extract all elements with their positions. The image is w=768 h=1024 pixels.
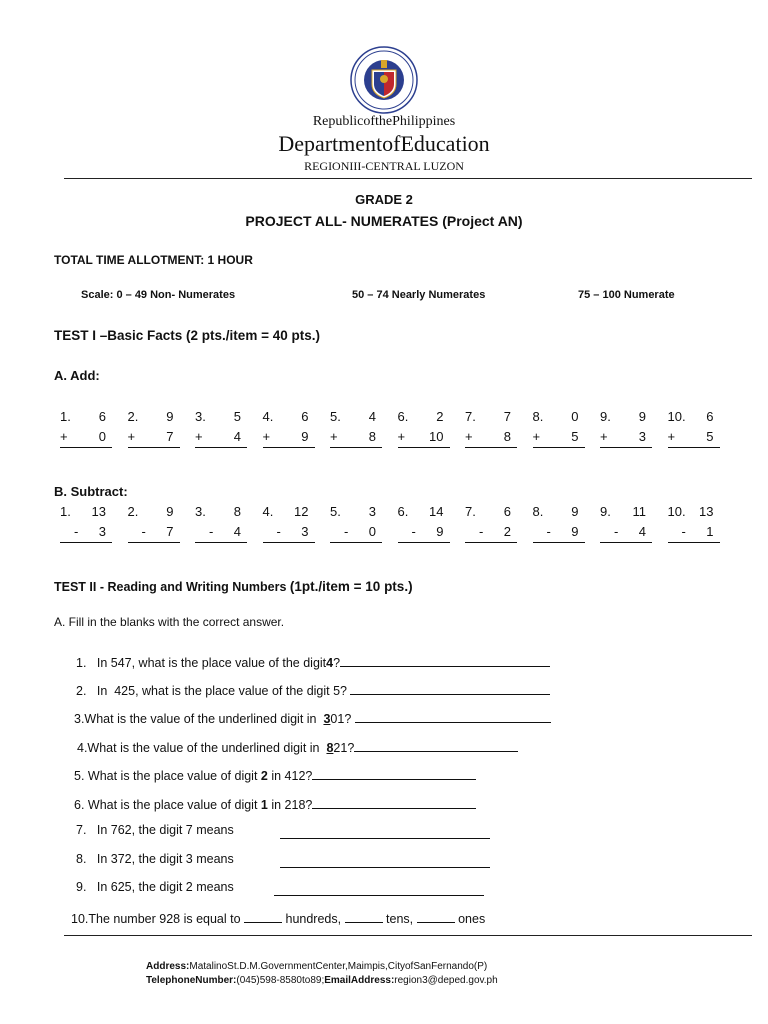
scale-nearly: 50 – 74 Nearly Numerates (352, 289, 486, 301)
republic-text: RepublicofthePhilippines (312, 114, 456, 129)
question-3 (74, 709, 551, 726)
add-second-operand: 8 (368, 429, 376, 444)
phone-value: (045)598-8580to89; (236, 975, 325, 986)
add-answer-line[interactable] (60, 429, 112, 448)
subtract-problem-number: 5. (330, 504, 341, 519)
question-4 (77, 738, 518, 755)
subtract-first-operand: 8 (233, 504, 241, 519)
subtract-answer-line[interactable] (263, 524, 315, 543)
question-6-rest: in 218? (267, 798, 313, 812)
question-5-rest: in 412? (267, 769, 313, 783)
subtract-problem-number: 8. (532, 504, 544, 519)
test2-instruction: A. Fill in the blanks with the correct answer. (54, 615, 285, 629)
answer-blank-8[interactable] (280, 854, 490, 868)
answer-blank-2[interactable] (350, 681, 550, 695)
answer-blank-tens[interactable] (345, 909, 383, 923)
grade-title: GRADE 2 (355, 192, 413, 207)
add-first-operand: 0 (571, 409, 579, 424)
subtract-problem-number: 2. (127, 504, 139, 519)
subtract-second-operand: 4 (233, 524, 241, 539)
question-5-digit: 2 (260, 769, 268, 783)
add-answer-line[interactable] (465, 429, 517, 448)
question-3-text: 3.What is the value of the underlined digit in (74, 712, 324, 726)
question-10 (71, 909, 485, 926)
minus-sign: - (74, 524, 79, 539)
subtract-problem-number: 9. (600, 504, 611, 519)
minus-sign: - (479, 524, 484, 539)
subtract-answer-line[interactable] (668, 524, 720, 543)
test2-heading-points: (1pt./item = 10 pts.) (289, 579, 413, 594)
add-first-operand: 7 (503, 409, 511, 424)
subtract-first-operand: 9 (571, 504, 579, 519)
subtract-second-operand: 7 (166, 524, 174, 539)
add-problem-number: 5. (330, 409, 341, 424)
add-second-operand: 10 (429, 429, 444, 444)
add-problem-number: 2. (127, 409, 139, 424)
answer-blank-5[interactable] (312, 766, 476, 780)
add-second-operand: 5 (706, 429, 714, 444)
question-3-rest: 01? (330, 712, 355, 726)
minus-sign: - (614, 524, 619, 539)
answer-blank-6[interactable] (312, 795, 476, 809)
subtract-first-operand: 3 (368, 504, 376, 519)
subtract-first-operand: 6 (503, 504, 511, 519)
subtract-answer-line[interactable] (600, 524, 652, 543)
add-problem-number: 10. (667, 409, 686, 424)
answer-blank-7[interactable] (280, 825, 490, 839)
subtract-answer-line[interactable] (465, 524, 517, 543)
minus-sign: - (276, 524, 281, 539)
plus-sign: + (397, 429, 406, 444)
add-problem-number: 7. (465, 409, 476, 424)
subtract-second-operand: 1 (706, 524, 714, 539)
answer-blank-ones[interactable] (417, 909, 455, 923)
plus-sign: + (127, 429, 136, 444)
plus-sign: + (60, 429, 68, 444)
subtract-problem-number: 7. (465, 504, 476, 519)
subtract-problem-number: 6. (397, 504, 409, 519)
add-second-operand: 8 (503, 429, 511, 444)
question-7-text: 7. In 762, the digit 7 means (76, 823, 234, 837)
add-problem-number: 6. (397, 409, 409, 424)
plus-sign: + (532, 429, 541, 444)
test2-heading-prefix: TEST II - Reading and Writing Numbers (54, 580, 290, 594)
subtract-answer-line[interactable] (195, 524, 247, 543)
add-first-operand: 6 (706, 409, 714, 424)
add-first-operand: 6 (301, 409, 309, 424)
question-8 (76, 852, 234, 866)
question-6 (74, 795, 476, 812)
subtract-answer-line[interactable] (60, 524, 112, 543)
minus-sign: - (411, 524, 416, 539)
subtract-first-operand: 13 (699, 504, 714, 519)
subtract-first-operand: 9 (166, 504, 174, 519)
add-problem-number: 3. (195, 409, 206, 424)
question-2 (76, 681, 550, 698)
answer-blank-9[interactable] (274, 882, 484, 896)
question-5-text: 5. What is the place value of digit (74, 769, 261, 783)
add-first-operand: 6 (98, 409, 106, 424)
plus-sign: + (195, 429, 203, 444)
add-second-operand: 0 (98, 429, 106, 444)
question-2-text: 2. In 425, what is the place value of the digit 5? (76, 684, 351, 698)
add-second-operand: 5 (571, 429, 579, 444)
email-value: region3@deped.gov.ph (394, 975, 498, 986)
subtract-label: B. Subtract: (54, 484, 128, 499)
scale-nonnumerate: Scale: 0 – 49 Non- Numerates (81, 289, 236, 301)
question-1-mark: ? (333, 656, 341, 670)
deped-seal-icon (350, 46, 418, 114)
subtract-second-operand: 3 (301, 524, 309, 539)
add-answer-line[interactable] (398, 429, 450, 448)
subtract-answer-line[interactable] (398, 524, 450, 543)
plus-sign: + (330, 429, 338, 444)
subtract-answer-line[interactable] (330, 524, 382, 543)
subtract-answer-line[interactable] (533, 524, 585, 543)
add-first-operand: 9 (638, 409, 646, 424)
question-9 (76, 880, 234, 894)
add-second-operand: 3 (638, 429, 646, 444)
add-answer-line[interactable] (330, 429, 382, 448)
question-1-text: 1. In 547, what is the place value of the digit (76, 656, 327, 670)
question-5 (74, 766, 476, 783)
region-text: REGIONIII-CENTRAL LUZON (304, 159, 464, 173)
plus-sign: + (600, 429, 608, 444)
answer-blank-4[interactable] (354, 738, 518, 752)
department-title: DepartmentofEducation (278, 131, 490, 156)
scale-numerate: 75 – 100 Numerate (578, 289, 675, 301)
add-answer-line[interactable] (533, 429, 585, 448)
add-answer-line[interactable] (195, 429, 247, 448)
question-6-digit: 1 (260, 798, 268, 812)
add-problem-number: 1. (60, 409, 71, 424)
answer-blank-3[interactable] (355, 709, 551, 723)
add-first-operand: 9 (166, 409, 174, 424)
subtract-problem-number: 1. (60, 504, 71, 519)
project-title: PROJECT ALL- NUMERATES (Project AN) (245, 213, 523, 229)
add-first-operand: 5 (233, 409, 241, 424)
question-4-rest: 21? (333, 741, 355, 755)
add-problem-number: 9. (600, 409, 611, 424)
question-8-text: 8. In 372, the digit 3 means (76, 852, 234, 866)
footer-address (146, 961, 487, 972)
minus-sign: - (209, 524, 214, 539)
footer-contact (146, 975, 498, 986)
footer-divider (64, 935, 752, 936)
answer-blank-hundreds[interactable] (244, 909, 282, 923)
question-6-text: 6. What is the place value of digit (74, 798, 261, 812)
plus-sign: + (465, 429, 473, 444)
minus-sign: - (546, 524, 551, 539)
subtract-second-operand: 9 (571, 524, 579, 539)
email-label: EmailAddress: (324, 975, 395, 986)
add-first-operand: 4 (368, 409, 376, 424)
time-allotment: TOTAL TIME ALLOTMENT: 1 HOUR (54, 253, 253, 267)
add-second-operand: 7 (166, 429, 174, 444)
test2-heading (54, 579, 413, 594)
question-7 (76, 823, 234, 837)
add-first-operand: 2 (436, 409, 444, 424)
question-3-underlined-digit: 3 (323, 712, 331, 726)
header-divider (64, 178, 752, 179)
question-4-text: 4.What is the value of the underlined digit in (77, 741, 327, 755)
minus-sign: - (681, 524, 686, 539)
question-10-ones-label: ones (454, 912, 486, 926)
question-10-tens-label: tens, (382, 912, 417, 926)
subtract-first-operand: 14 (429, 504, 444, 519)
add-answer-line[interactable] (600, 429, 652, 448)
address-value: MatalinoSt.D.M.GovernmentCenter,Maimpis,CityofSanFernando(P) (189, 961, 488, 972)
subtract-second-operand: 3 (98, 524, 106, 539)
subtract-second-operand: 0 (368, 524, 376, 539)
minus-sign: - (141, 524, 146, 539)
subtract-problem-number: 4. (262, 504, 274, 519)
address-label: Address: (146, 961, 190, 972)
question-1 (76, 653, 550, 670)
add-answer-line[interactable] (263, 429, 315, 448)
subtract-first-operand: 13 (91, 504, 106, 519)
subtract-problem-number: 10. (667, 504, 686, 519)
subtract-second-operand: 9 (436, 524, 444, 539)
subtract-problem-number: 3. (195, 504, 206, 519)
subtract-second-operand: 2 (503, 524, 511, 539)
add-problem-number: 4. (262, 409, 274, 424)
question-9-text: 9. In 625, the digit 2 means (76, 880, 234, 894)
subtract-first-operand: 11 (632, 504, 646, 519)
subtract-answer-line[interactable] (128, 524, 180, 543)
test1-heading: TEST I –Basic Facts (2 pts./item = 40 pts.) (54, 328, 320, 343)
plus-sign: + (262, 429, 271, 444)
plus-sign: + (667, 429, 676, 444)
question-10-text: 10.The number 928 is equal to (71, 912, 245, 926)
add-problem-number: 8. (532, 409, 544, 424)
phone-label: TelephoneNumber: (146, 975, 237, 986)
add-second-operand: 4 (233, 429, 241, 444)
add-label: A. Add: (54, 368, 100, 383)
question-4-underlined-digit: 8 (326, 741, 334, 755)
question-10-hundreds-label: hundreds, (282, 912, 345, 926)
minus-sign: - (344, 524, 349, 539)
subtract-second-operand: 4 (638, 524, 646, 539)
add-answer-line[interactable] (668, 429, 720, 448)
answer-blank-1[interactable] (340, 653, 550, 667)
question-1-digit: 4 (326, 656, 334, 670)
add-second-operand: 9 (301, 429, 309, 444)
subtract-first-operand: 12 (294, 504, 309, 519)
add-answer-line[interactable] (128, 429, 180, 448)
